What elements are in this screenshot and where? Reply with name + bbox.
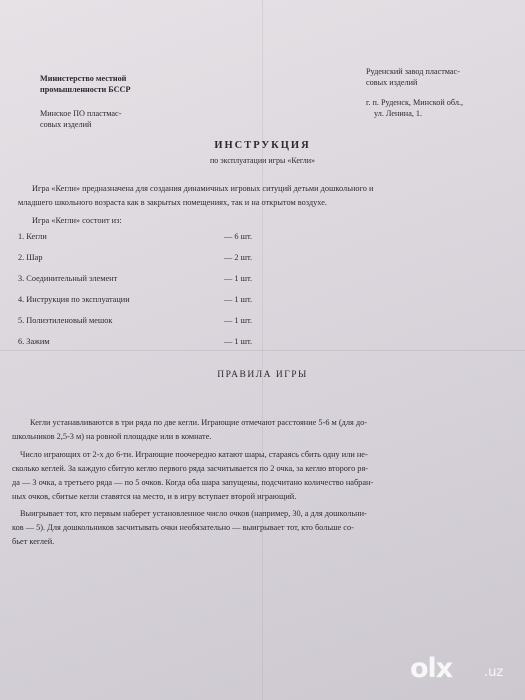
ministry-name: Министерство местной промышленности БССР	[40, 74, 131, 94]
list-item: 2. Шар — 2 шт.	[18, 253, 253, 262]
document-title: ИНСТРУКЦИЯ	[214, 140, 311, 151]
intro-paragraph: Игра «Кегли» предназначена для создания динамичных игровых ситуций детьми дошкольного и младшего школьного возраста как в закрытых помещениях, так и на открытом воздухе.	[18, 184, 374, 208]
rules-text: Кегли устанавливаются в три ряда по две кегли. Играющие отмечают расстояние 5-6 м (для до- школьников 2,5-3 м) на ровной площадке или в комнате. Число играющих от 2-х до 6-ти. Играющие поочередно катают шары, стараясь сбить одну или не- сколько кеглей. За каждую сбитую кеглю первого ряда засчитывается по 2 очка, за кеглю второго ря- да — 3 очка, а третьего ряда — по 5 очков. Когда оба шара запущены, подсчитано количество набран- ных очков, сбитые кегли ставятся на место, и в игру вступает второй играющий. Выигрывает тот, кто первым наберет установленное число очков (например, 30, а для дошкольни- ков — 5). Для дошкольников засчитывать очки необязательно — выигрывает тот, кто больше со- бьет кеглей.	[12, 418, 374, 547]
plant-name: Руденский завод пластмас- совых изделий	[366, 67, 460, 87]
olx-logo-icon: olx	[410, 653, 453, 684]
contents-list	[18, 232, 278, 358]
contents-heading: Игра «Кегли» состоит из:	[32, 216, 122, 225]
document-subtitle: по эксплуатации игры «Кегли»	[209, 156, 316, 165]
olx-watermark	[410, 653, 515, 693]
rules-heading: ПРАВИЛА ИГРЫ	[217, 370, 308, 380]
list-item: 5. Полиэтиленовый мешок — 1 шт.	[18, 316, 253, 325]
list-item: 4. Инструкция по эксплуатации — 1 шт.	[18, 295, 253, 304]
watermark-domain: .uz	[484, 665, 504, 680]
list-item: 1. Кегли — 6 шт.	[18, 232, 253, 241]
list-item: 3. Соединительный элемент — 1 шт.	[18, 274, 253, 283]
list-item: 6. Зажим — 1 шт.	[18, 337, 253, 346]
organization-name: Минское ПО пластмас- совых изделий	[40, 109, 122, 129]
plant-address: г. п. Руденск, Минской обл., ул. Ленина, 1.	[366, 98, 464, 118]
